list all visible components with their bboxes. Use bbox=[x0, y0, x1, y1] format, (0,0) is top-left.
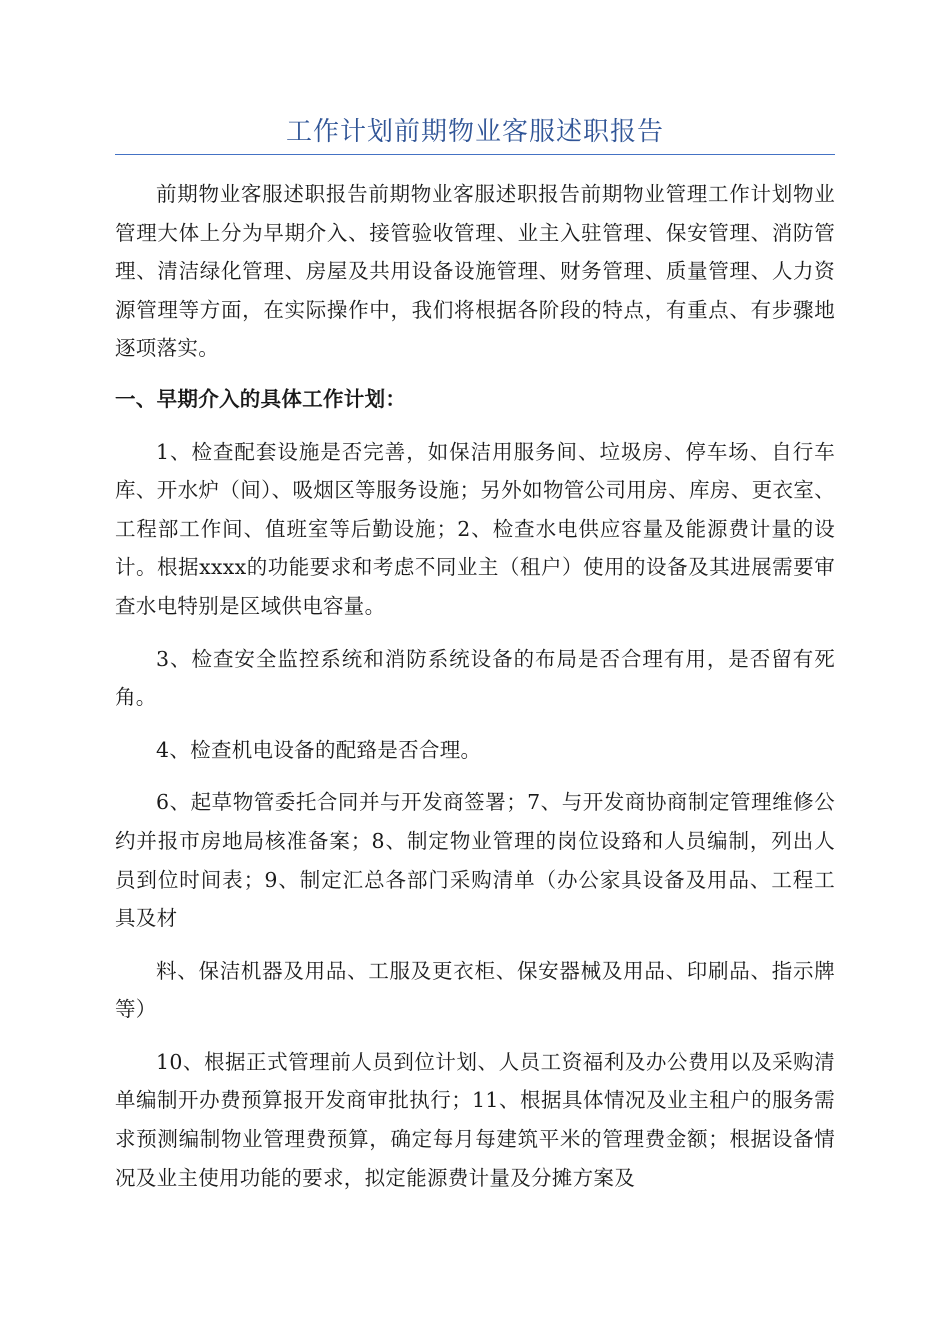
paragraph-item-4: 4、检查机电设备的配臵是否合理。 bbox=[156, 737, 482, 762]
section-heading-early-intervention: 一、早期介入的具体工作计划： bbox=[115, 386, 407, 411]
paragraph-item-1-2: 1、检查配套设施是否完善，如保洁用服务间、垃圾房、停车场、自行车库、开水炉（间）、吸烟区等服务设施；另外如物管公司用房、库房、更衣室、工程部工作间、值班室等后勤设施；2、检查水电供应容量及能源费计量的设计。根据xxxx的功能要求和考虑不同业主（租户）使用的设备及其进展需要审查水电特别是区域供电容量。 bbox=[115, 439, 835, 618]
paragraph-item-3: 3、检查安全监控系统和消防系统设备的布局是否合理有用，是否留有死角。 bbox=[115, 646, 835, 710]
document-page bbox=[115, 112, 835, 1197]
intro-paragraph: 前期物业客服述职报告前期物业客服述职报告前期物业管理工作计划物业管理大体上分为早期介入、接管验收管理、业主入驻管理、保安管理、消防管理、清洁绿化管理、房屋及共用设备设施管理、财务管理、质量管理、人力资源管理等方面，在实际操作中，我们将根据各阶段的特点，有重点、有步骤地逐项落实。 bbox=[115, 182, 835, 361]
document-title: 工作计划前期物业客服述职报告 bbox=[115, 112, 835, 155]
paragraph-item-9-continued: 料、保洁机器及用品、工服及更衣柜、保安器械及用品、印刷品、指示牌等） bbox=[115, 958, 835, 1022]
paragraph-item-6-9: 6、起草物管委托合同并与开发商签署；7、与开发商协商制定管理维修公约并报市房地局核准备案；8、制定物业管理的岗位设臵和人员编制，列出人员到位时间表；9、制定汇总各部门采购清单（办公家具设备及用品、工程工具及材 bbox=[115, 790, 835, 931]
paragraph-item-10-11: 10、根据正式管理前人员到位计划、人员工资福利及办公费用以及采购清单编制开办费预算报开发商审批执行；11、根据具体情况及业主租户的服务需求预测编制物业管理费预算，确定每月每建筑平米的管理费金额；根据设备情况及业主使用功能的要求，拟定能源费计量及分摊方案及 bbox=[115, 1049, 835, 1190]
